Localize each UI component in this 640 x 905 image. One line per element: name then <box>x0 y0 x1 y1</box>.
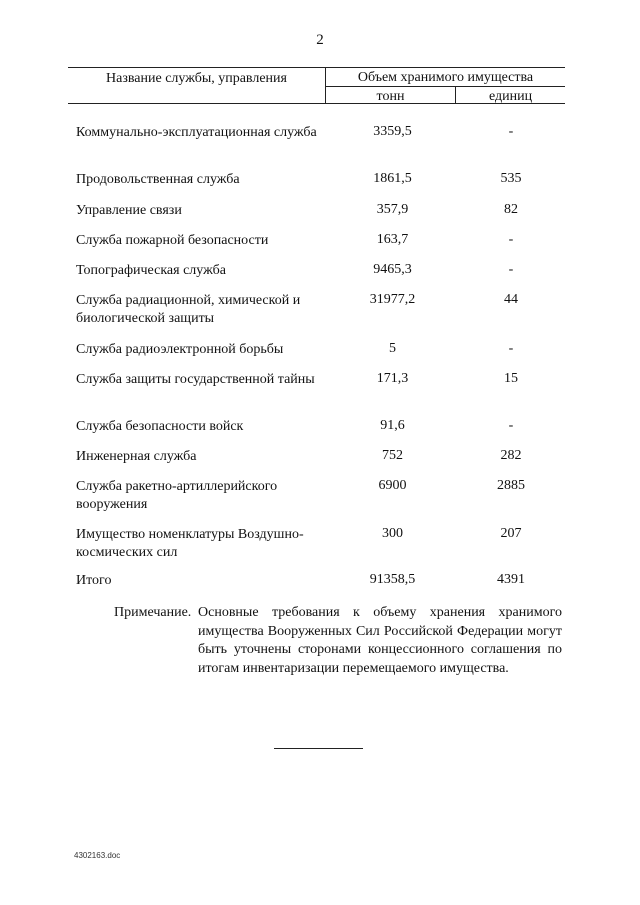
row-tons: 5 <box>389 341 396 356</box>
note-label: Примечание. <box>114 605 192 620</box>
row-name: Служба ракетно-артиллерийского вооружения <box>76 479 278 512</box>
row-units: 207 <box>500 526 522 541</box>
row-name: Служба безопасности войск <box>76 419 244 434</box>
row-tons: 91358,5 <box>369 572 416 587</box>
row-name: Продовольственная служба <box>76 172 240 187</box>
row-name: Инженерная служба <box>76 449 197 464</box>
row-tons: 357,9 <box>376 202 409 217</box>
row-units: - <box>508 124 514 139</box>
row-tons: 9465,3 <box>373 262 412 277</box>
row-name: Служба пожарной безопасности <box>76 233 269 248</box>
row-tons: 91,6 <box>380 418 405 433</box>
row-units: 4391 <box>497 572 525 587</box>
row-units: - <box>508 418 514 433</box>
row-units: 535 <box>500 171 522 186</box>
row-tons: 752 <box>382 448 403 463</box>
column-header-tons: тонн <box>376 89 405 104</box>
row-units: 282 <box>500 448 522 463</box>
row-name: Итого <box>76 573 112 588</box>
page-number: 2 <box>316 32 324 48</box>
row-tons: 300 <box>382 526 403 541</box>
row-name: Имущество номенклатуры Воздушно-космических сил <box>76 527 304 560</box>
end-divider <box>274 748 363 749</box>
row-units: - <box>508 341 514 356</box>
row-name: Служба защиты государственной тайны <box>76 372 315 387</box>
row-units: 82 <box>504 202 518 217</box>
row-tons: 3359,5 <box>373 124 412 139</box>
row-units: - <box>508 262 514 277</box>
header-top-rule <box>68 67 565 68</box>
row-units: 2885 <box>497 478 525 493</box>
note-text: Основные требования к объему хранения хранимого имущества Вооруженных Сил Российской Федерации могут быть уточнены сторонами концессионного соглашения по итогам инвентаризации перемещаемого имущества. <box>198 605 562 676</box>
row-name: Служба радиационной, химической и биологической защиты <box>76 293 301 326</box>
row-tons: 171,3 <box>376 371 409 386</box>
row-units: 44 <box>504 292 518 307</box>
row-units: 15 <box>504 371 518 386</box>
column-header-name: Название службы, управления <box>106 71 287 86</box>
row-tons: 1861,5 <box>373 171 412 186</box>
column-header-units: единиц <box>488 89 533 104</box>
row-tons: 163,7 <box>376 232 409 247</box>
row-name: Коммунально-эксплуатационная служба <box>76 125 317 140</box>
row-tons: 6900 <box>378 478 407 493</box>
row-name: Топографическая служба <box>76 263 226 278</box>
row-tons: 31977,2 <box>369 292 416 307</box>
row-name: Служба радиоэлектронной борьбы <box>76 342 284 357</box>
column-header-volume: Объем хранимого имущества <box>357 70 534 85</box>
header-sub-rule <box>326 86 565 87</box>
file-footer: 4302163.doc <box>74 851 121 860</box>
row-name: Управление связи <box>76 203 182 218</box>
row-units: - <box>508 232 514 247</box>
